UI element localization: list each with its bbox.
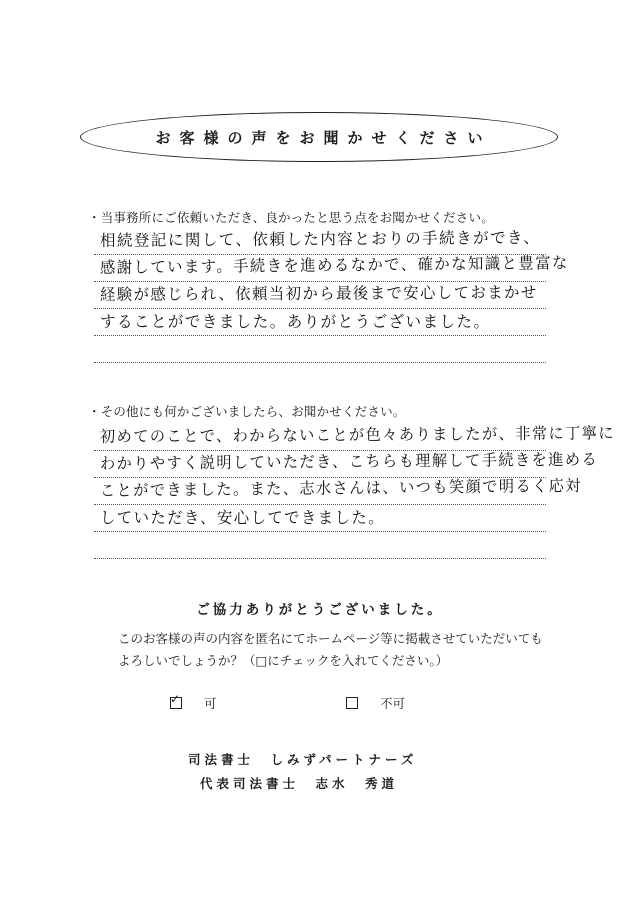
office-name: 司法書士 しみずパートナーズ: [188, 752, 418, 767]
answer-line: [94, 336, 546, 363]
question-1-answer: [94, 227, 569, 363]
option-yes[interactable]: [170, 694, 217, 712]
title-oval: [80, 112, 558, 162]
representative-name: 代表司法書士 志水 秀道: [200, 776, 399, 791]
question-2-answer: [94, 423, 616, 559]
handwritten-text: 感謝しています。手続きを進めるなかで、確かな知識と豊富な: [99, 253, 569, 278]
thanks-message: ご協力ありがとうございました。: [196, 602, 444, 618]
answer-line: [94, 282, 546, 309]
answer-line: [94, 253, 569, 282]
question-2-prompt: ・その他にも何かございましたら、お聞かせください。: [88, 404, 406, 419]
page-title: お客様の声をお聞かせください: [155, 128, 492, 147]
option-no-label: 不可: [380, 696, 406, 711]
option-yes-label: 可: [204, 696, 217, 711]
answer-line: [94, 475, 583, 505]
yes-checkbox[interactable]: [170, 692, 182, 709]
check-icon: ✓: [170, 692, 181, 706]
answer-line: [94, 309, 546, 336]
option-no[interactable]: [346, 694, 405, 712]
handwritten-text: していただき、安心してできました。: [100, 508, 385, 527]
handwritten-text: ことができました。また、志水さんは、いつも笑顔で明るく応対: [99, 475, 583, 501]
answer-line: [94, 505, 546, 532]
handwritten-text: わかりやすく説明していただき、こちらも理解して手続きを進める: [99, 449, 599, 474]
answer-line: [94, 532, 546, 559]
handwritten-text: することができました。ありがとうございました。: [100, 312, 491, 331]
question-1-prompt: ・当事務所にご依頼いただき、良かったと思う点をお聞かせください。: [88, 210, 494, 225]
handwritten-text: 相続登記に関して、依頼した内容とおりの手続きができ、: [99, 227, 541, 251]
consent-question: このお客様の声の内容を匿名にてホームページ等に掲載させていただいてもよろしいでしょうか？（□にチェックを入れてください。）: [118, 631, 543, 668]
handwritten-text: 経験が感じられ、依頼当初から最後まで安心しておまかせ: [99, 282, 538, 304]
no-checkbox[interactable]: [346, 697, 358, 709]
handwritten-text: 初めてのことで、わからないことが色々ありましたが、非常に丁寧に: [99, 423, 616, 447]
